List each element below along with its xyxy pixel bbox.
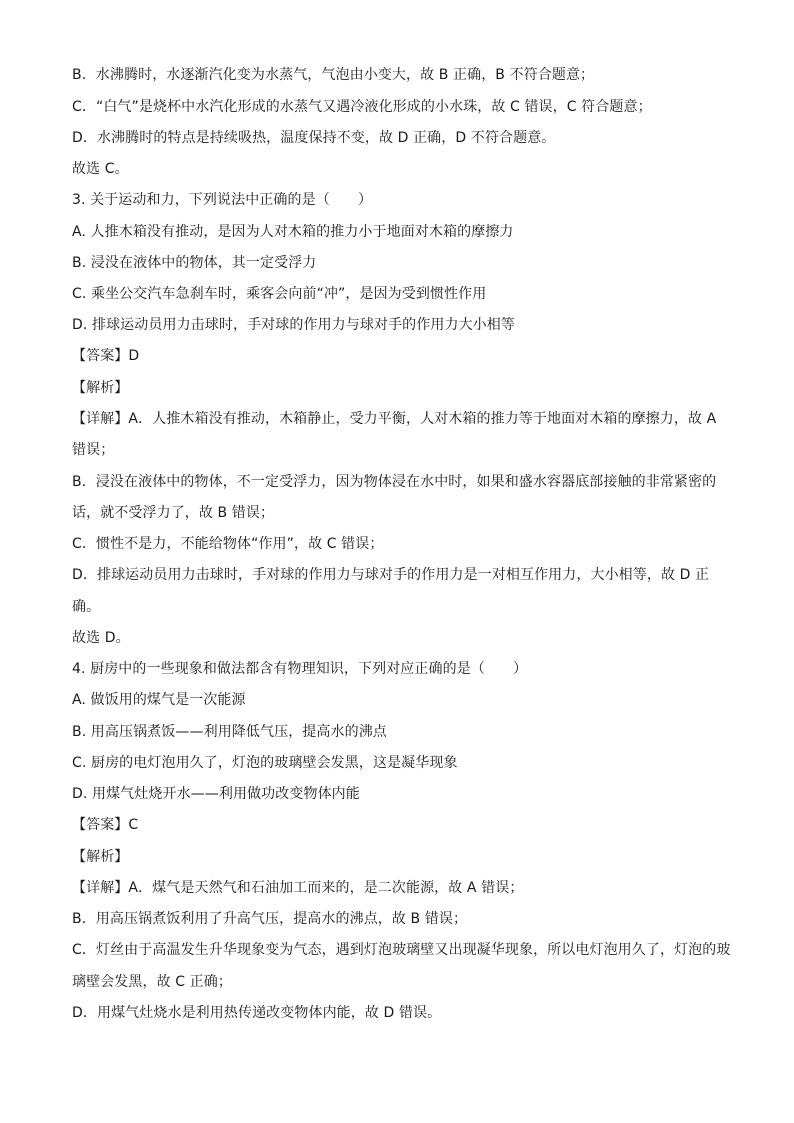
q4-option-d: D. 用煤气灶烧开水——利用做功改变物体内能 xyxy=(72,786,360,802)
q3-explanation-line: D．排球运动员用力击球时，手对球的作用力与球对手的作用力是一对相互作用力，大小相等，故 D 正 xyxy=(72,567,710,583)
q4-option-a: A. 做饭用的煤气是一次能源 xyxy=(72,692,246,708)
q2-option-c-explanation: C．“白气”是烧杯中水汽化形成的水蒸气又遇冷液化形成的小水珠，故 C 错误，C 符合题意； xyxy=(72,99,652,115)
q3-explanation-line: B．浸没在液体中的物体，不一定受浮力，因为物体浸在水中时，如果和盛水容器底部接触的非常紧密的 xyxy=(72,474,717,490)
q3-conclusion: 故选 D。 xyxy=(72,630,130,646)
q3-explanation-line: 确。 xyxy=(72,599,101,615)
q3-stem: 3. 关于运动和力，下列说法中正确的是（ ） xyxy=(72,192,373,208)
q3-option-a: A. 人推木箱没有推动，是因为人对木箱的推力小于地面对木箱的摩擦力 xyxy=(72,224,514,240)
q3-answer: 【答案】D xyxy=(72,348,140,364)
q4-explanation-line: 璃壁会发黑，故 C 正确； xyxy=(72,974,232,990)
q3-explanation-line: 【详解】A．人推木箱没有推动，木箱静止，受力平衡，人对木箱的推力等于地面对木箱的摩擦力，故 A xyxy=(72,411,717,427)
q4-option-c: C. 厨房的电灯泡用久了，灯泡的玻璃壁会发黑，这是凝华现象 xyxy=(72,755,458,771)
q3-option-d: D. 排球运动员用力击球时，手对球的作用力与球对手的作用力大小相等 xyxy=(72,317,515,333)
q4-answer: 【答案】C xyxy=(72,817,139,833)
q2-option-d-explanation: D．水沸腾时的特点是持续吸热，温度保持不变，故 D 正确，D 不符合题意。 xyxy=(72,130,556,146)
q3-option-b: B. 浸没在液体中的物体，其一定受浮力 xyxy=(72,255,317,271)
q2-option-b-explanation: B．水沸腾时，水逐渐汽化变为水蒸气，气泡由小变大，故 B 正确，B 不符合题意； xyxy=(72,67,595,83)
q3-explanation-line: C．惯性不是力，不能给物体“作用”，故 C 错误； xyxy=(72,536,384,552)
q4-explanation-line: 【详解】A．煤气是天然气和石油加工而来的，是二次能源，故 A 错误； xyxy=(72,880,524,896)
q4-option-b: B. 用高压锅煮饭——利用降低气压，提高水的沸点 xyxy=(72,724,387,740)
q3-analysis-heading: 【解析】 xyxy=(72,380,129,396)
q4-explanation-line: B．用高压锅煮饭利用了升高气压，提高水的沸点，故 B 错误； xyxy=(72,911,468,927)
q3-explanation-line: 错误； xyxy=(72,442,115,458)
q4-explanation-line: C．灯丝由于高温发生升华现象变为气态，遇到灯泡玻璃壁又出现凝华现象，所以电灯泡用久了，灯泡的玻 xyxy=(72,942,731,958)
q4-analysis-heading: 【解析】 xyxy=(72,849,129,865)
q3-explanation-line: 话，就不受浮力了，故 B 错误； xyxy=(72,505,275,521)
q4-explanation-line: D．用煤气灶烧水是利用热传递改变物体内能，故 D 错误。 xyxy=(72,1005,442,1021)
q3-option-c: C. 乘坐公交汽车急刹车时，乘客会向前“冲”，是因为受到惯性作用 xyxy=(72,286,487,302)
q4-stem: 4. 厨房中的一些现象和做法都含有物理知识，下列对应正确的是（ ） xyxy=(72,661,528,677)
q2-conclusion: 故选 C。 xyxy=(72,161,129,177)
